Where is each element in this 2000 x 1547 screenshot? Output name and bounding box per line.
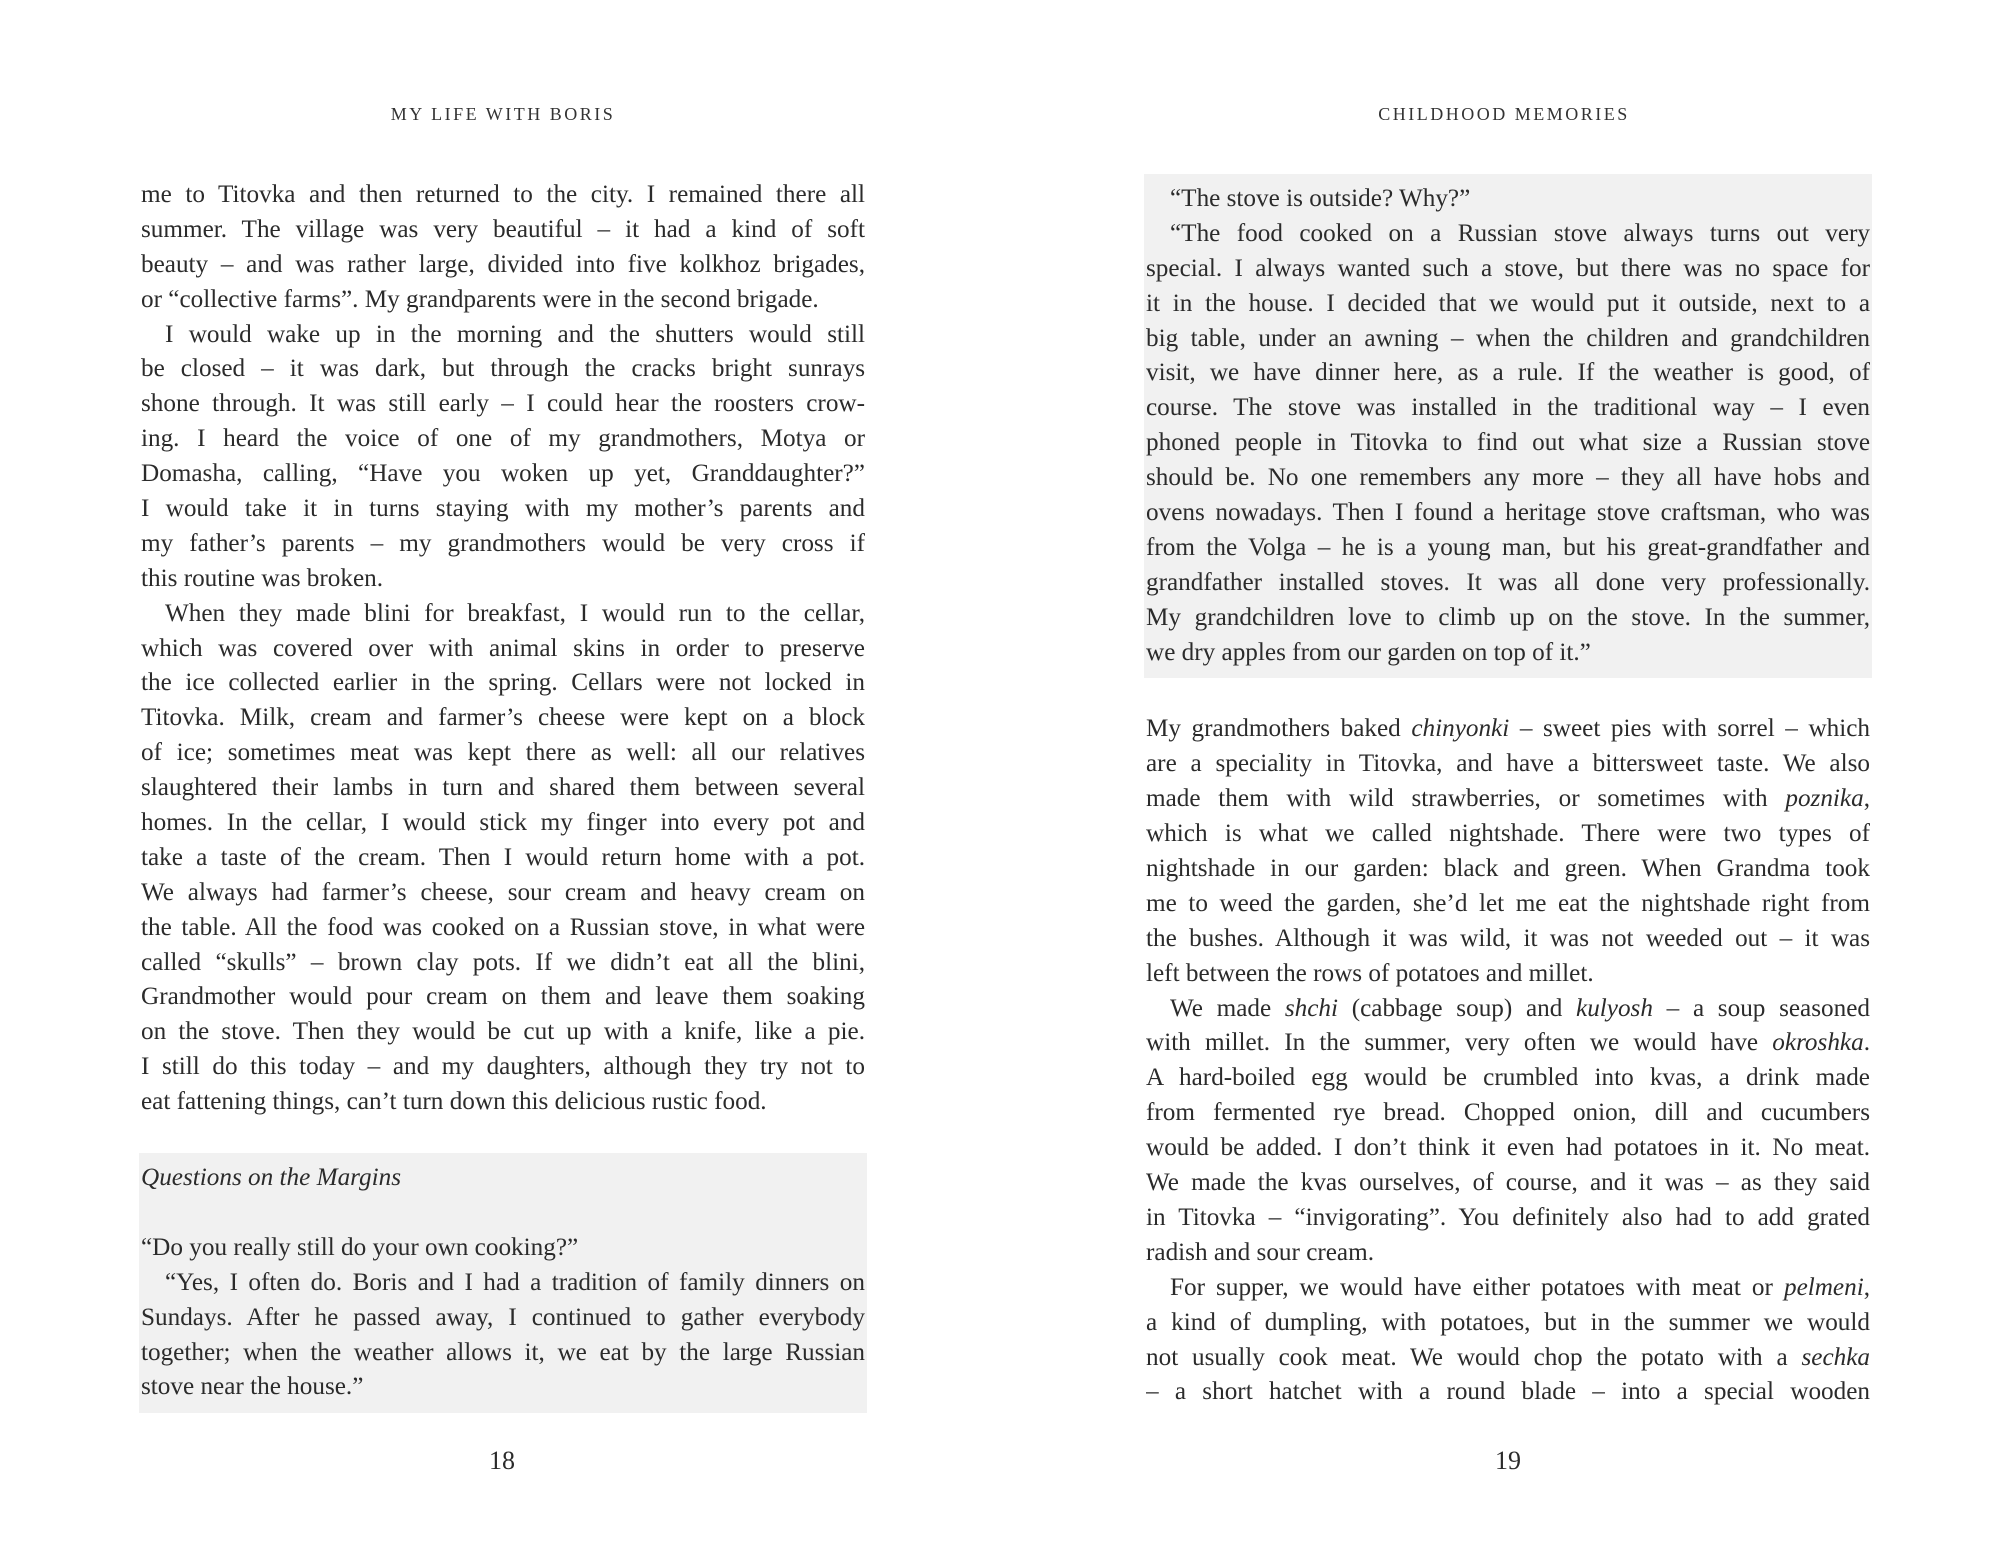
right-paragraph-2 (1146, 992, 1870, 1271)
italic-term: shchi (1284, 994, 1339, 1022)
text-line: left between the rows of potatoes and millet. (1146, 959, 1594, 987)
left-paragraph-2 (141, 318, 865, 597)
text-segment: – a soup seasoned (1652, 994, 1870, 1022)
text-line: summer. The village was very beautiful – it had a kind of soft (141, 215, 865, 243)
text-line: “Yes, I often do. Boris and I had a tradition of family dinners on (165, 1268, 865, 1296)
text-line: – a short hatchet with a round blade – into a special wooden (1146, 1378, 1870, 1406)
text-line (1146, 1341, 1870, 1376)
text-segment: For supper, we would have either potatoes with meat or (1170, 1273, 1784, 1301)
text-segment: – sweet pies with sorrel – which (1509, 715, 1870, 743)
text-line: nightshade in our garden: black and green. When Grandma took (1146, 855, 1870, 883)
text-line: the ice collected earlier in the spring. Cellars were not locked in (141, 669, 865, 697)
text-line: together; when the weather allows it, we eat by the large Russian (141, 1338, 865, 1366)
text-line: in Titovka – “invigorating”. You definitely also had to add grated (1146, 1203, 1870, 1231)
text-line: eat fattening things, can’t turn down this delicious rustic food. (141, 1088, 767, 1116)
text-line: shone through. It was still early – I could hear the roosters crow- (141, 390, 865, 418)
text-line: be closed – it was dark, but through the cracks bright sunrays (141, 355, 865, 383)
text-segment: not usually cook meat. We would chop the potato with a (1146, 1343, 1802, 1371)
text-line: the table. All the food was cooked on a Russian stove, in what were (141, 913, 865, 941)
sidebar-heading-text: Questions on the Margins (141, 1164, 402, 1192)
text-line: of ice; sometimes meat was kept there as well: all our relatives (141, 739, 865, 767)
text-segment: , (1863, 785, 1870, 813)
text-line: Titovka. Milk, cream and farmer’s cheese were kept on a block (141, 704, 865, 732)
text-line: A hard-boiled egg would be crumbled into kvas, a drink made (1146, 1064, 1870, 1092)
text-line: ing. I heard the voice of one of my grandmothers, Motya or (141, 425, 865, 453)
text-segment: with millet. In the summer, very often we would have (1146, 1029, 1773, 1057)
text-line: stove near the house.” (141, 1373, 364, 1401)
text-line: me to Titovka and then returned to the city. I remained there all (141, 181, 865, 208)
text-segment: (cabbage soup) and (1338, 994, 1577, 1022)
text-line: Domasha, calling, “Have you woken up yet, Granddaughter?” (141, 460, 865, 488)
sidebar-question: “Do you really still do your own cooking?” (141, 1233, 579, 1261)
sidebar-box-right (1144, 174, 1872, 678)
text-line: on the stove. Then they would be cut up with a knife, like a pie. (141, 1018, 865, 1046)
text-line: my father’s parents – my grandmothers would be very cross if (141, 529, 865, 557)
text-line (1146, 1271, 1870, 1306)
text-line: special. I always wanted such a stove, but there was no space for (1146, 254, 1870, 282)
italic-term: okroshka (1772, 1029, 1864, 1057)
text-segment: My grandmothers baked (1146, 715, 1412, 743)
text-line: I would take it in turns staying with my mother’s parents and (141, 495, 865, 523)
text-line: I would wake up in the morning and the shutters would still (165, 320, 865, 348)
text-line: we dry apples from our garden on top of it.” (1146, 638, 1591, 666)
italic-term: poznika (1785, 785, 1864, 813)
text-line: would be added. I don’t think it even had potatoes in it. No meat. (1146, 1134, 1870, 1162)
text-line: slaughtered their lambs in turn and shared them between several (141, 774, 865, 802)
text-line (1146, 992, 1870, 1027)
text-line: radish and sour cream. (1146, 1238, 1375, 1266)
text-line (1146, 712, 1870, 747)
text-line: me to weed the garden, she’d let me eat the nightshade right from (1146, 889, 1870, 917)
sidebar-heading (141, 1161, 865, 1196)
text-line: which was covered over with animal skins in order to preserve (141, 634, 865, 662)
text-line: or “collective farms”. My grandparents were in the second brigade. (141, 285, 819, 313)
text-segment: We made (1170, 994, 1285, 1022)
text-line: the bushes. Although it was wild, it was not weeded out – it was (1146, 924, 1870, 952)
text-line: which is what we called nightshade. There were two types of (1146, 820, 1870, 848)
text-line: ovens nowadays. Then I found a heritage stove craftsman, who was (1146, 499, 1870, 527)
text-line: grandfather installed stoves. It was all done very professionally. (1146, 568, 1870, 596)
italic-term: pelmeni (1783, 1273, 1864, 1301)
text-line: homes. In the cellar, I would stick my finger into every pot and (141, 809, 865, 837)
running-head-left: MY LIFE WITH BORIS (390, 104, 616, 124)
text-segment: made them with wild strawberries, or sometimes with (1146, 785, 1786, 813)
text-line: phoned people in Titovka to find out what size a Russian stove (1146, 429, 1870, 457)
sidebar-box-left (139, 1153, 867, 1413)
left-paragraph-1 (141, 178, 865, 318)
running-head-right: CHILDHOOD MEMORIES (1378, 104, 1630, 124)
text-line: a kind of dumpling, with potatoes, but in the summer we would (1146, 1308, 1870, 1336)
text-line: I still do this today – and my daughters, although they try not to (141, 1053, 865, 1081)
text-line: from the Volga – he is a young man, but his great-grandfather and (1146, 533, 1870, 561)
text-line: Grandmother would pour cream on them and leave them soaking (141, 983, 865, 1011)
text-line: take a taste of the cream. Then I would return home with a pot. (141, 843, 865, 871)
left-text-block (141, 178, 865, 1413)
text-line: My grandchildren love to climb up on the stove. In the summer, (1146, 603, 1870, 631)
text-line: it in the house. I decided that we would put it outside, next to a (1146, 289, 1870, 317)
italic-term: kulyosh (1576, 994, 1653, 1022)
text-segment: , (1863, 1273, 1870, 1301)
right-page (1000, 0, 2000, 1547)
text-line: We made the kvas ourselves, of course, and it was – as they said (1146, 1169, 1870, 1197)
italic-term: sechka (1801, 1343, 1870, 1371)
text-segment: . (1863, 1029, 1870, 1057)
text-line: this routine was broken. (141, 564, 384, 592)
text-line: should be. No one remembers any more – they all have hobs and (1146, 464, 1870, 492)
left-paragraph-3 (141, 597, 865, 1120)
text-line: Sundays. After he passed away, I continued to gather everybody (141, 1303, 865, 1331)
text-line: from fermented rye bread. Chopped onion, dill and cucumbers (1146, 1099, 1870, 1127)
text-line (1146, 782, 1870, 817)
text-line (1146, 1026, 1870, 1061)
sidebar-question: “The stove is outside? Why?” (1170, 185, 1471, 212)
text-line: called “skulls” – brown clay pots. If we didn’t eat all the blini, (141, 948, 865, 976)
text-line: When they made blini for breakfast, I would run to the cellar, (165, 599, 865, 627)
page-number-left: 18 (489, 1446, 515, 1475)
text-line: beauty – and was rather large, divided into five kolkhoz brigades, (141, 250, 865, 278)
text-line: visit, we have dinner here, as a rule. If the weather is good, of (1146, 359, 1870, 387)
text-line: course. The stove was installed in the traditional way – I even (1146, 394, 1870, 422)
text-line: “The food cooked on a Russian stove always turns out very (1170, 219, 1870, 247)
right-paragraph-1 (1146, 712, 1870, 991)
text-line: are a speciality in Titovka, and have a bittersweet taste. We also (1146, 750, 1870, 778)
italic-term: chinyonki (1411, 715, 1510, 743)
right-text-block (1146, 182, 1870, 1410)
text-line: We always had farmer’s cheese, sour cream and heavy cream on (141, 878, 865, 906)
right-paragraph-3 (1146, 1271, 1870, 1411)
page-number-right: 19 (1495, 1446, 1521, 1475)
text-line: big table, under an awning – when the children and grandchildren (1146, 324, 1870, 352)
